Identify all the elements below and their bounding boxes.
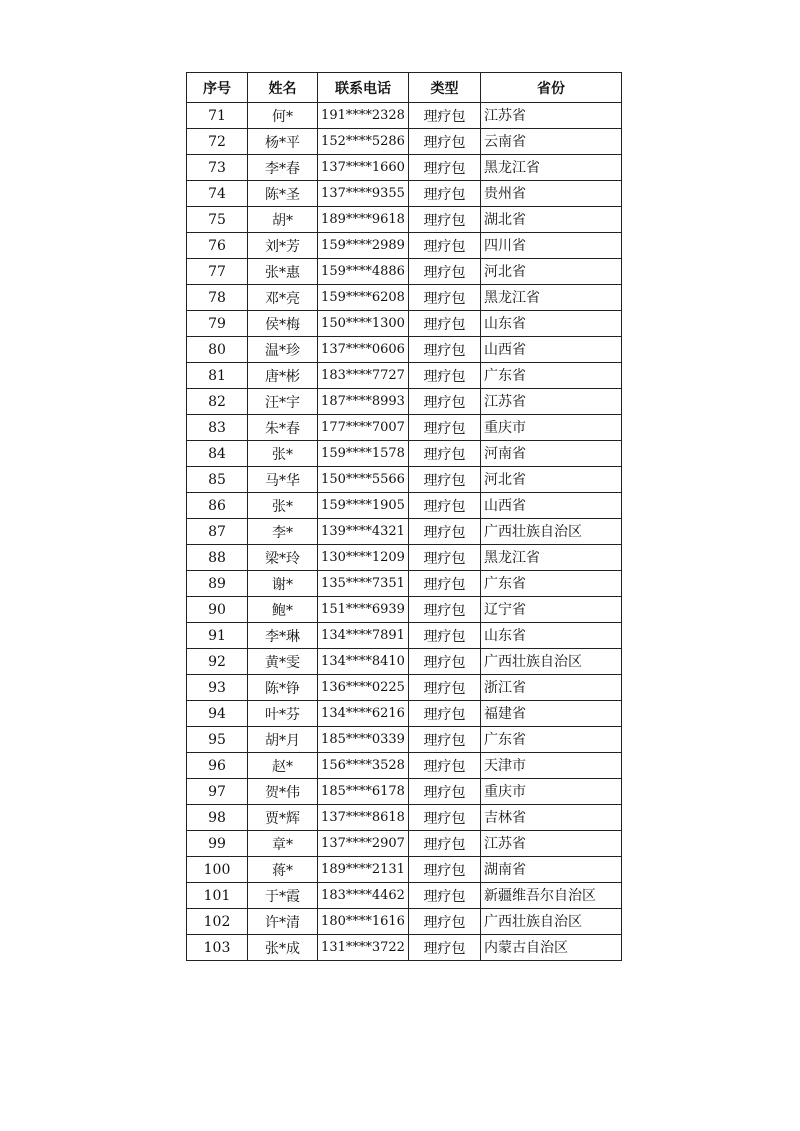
cell-index: 71 xyxy=(187,103,248,129)
cell-name: 杨*平 xyxy=(248,129,318,155)
cell-index: 88 xyxy=(187,545,248,571)
cell-index: 97 xyxy=(187,779,248,805)
cell-type: 理疗包 xyxy=(409,181,481,207)
cell-phone: 150****5566 xyxy=(318,467,409,493)
table-row xyxy=(187,129,622,155)
cell-name: 唐*彬 xyxy=(248,363,318,389)
cell-name: 陈*铮 xyxy=(248,675,318,701)
cell-phone: 135****7351 xyxy=(318,571,409,597)
cell-phone: 137****0606 xyxy=(318,337,409,363)
table-row xyxy=(187,779,622,805)
header-row xyxy=(187,73,622,103)
cell-index: 79 xyxy=(187,311,248,337)
cell-type: 理疗包 xyxy=(409,441,481,467)
cell-type: 理疗包 xyxy=(409,831,481,857)
cell-index: 84 xyxy=(187,441,248,467)
table-row xyxy=(187,181,622,207)
table-row xyxy=(187,727,622,753)
cell-province: 内蒙古自治区 xyxy=(481,935,622,961)
cell-province: 江苏省 xyxy=(481,831,622,857)
cell-phone: 159****4886 xyxy=(318,259,409,285)
table-row xyxy=(187,675,622,701)
cell-phone: 137****2907 xyxy=(318,831,409,857)
table-row xyxy=(187,311,622,337)
cell-index: 80 xyxy=(187,337,248,363)
cell-phone: 189****2131 xyxy=(318,857,409,883)
cell-index: 82 xyxy=(187,389,248,415)
roster-table xyxy=(186,72,622,961)
table-row xyxy=(187,415,622,441)
cell-name: 于*霞 xyxy=(248,883,318,909)
cell-phone: 137****9355 xyxy=(318,181,409,207)
cell-index: 85 xyxy=(187,467,248,493)
cell-province: 重庆市 xyxy=(481,779,622,805)
cell-type: 理疗包 xyxy=(409,805,481,831)
cell-phone: 177****7007 xyxy=(318,415,409,441)
cell-index: 96 xyxy=(187,753,248,779)
cell-phone: 191****2328 xyxy=(318,103,409,129)
cell-name: 蒋* xyxy=(248,857,318,883)
cell-province: 天津市 xyxy=(481,753,622,779)
cell-name: 马*华 xyxy=(248,467,318,493)
cell-name: 温*珍 xyxy=(248,337,318,363)
cell-type: 理疗包 xyxy=(409,103,481,129)
cell-name: 李*琳 xyxy=(248,623,318,649)
cell-type: 理疗包 xyxy=(409,701,481,727)
cell-phone: 139****4321 xyxy=(318,519,409,545)
cell-name: 何* xyxy=(248,103,318,129)
table-row xyxy=(187,467,622,493)
cell-phone: 189****9618 xyxy=(318,207,409,233)
cell-index: 93 xyxy=(187,675,248,701)
cell-name: 胡*月 xyxy=(248,727,318,753)
table-row xyxy=(187,233,622,259)
table-row xyxy=(187,571,622,597)
header-index: 序号 xyxy=(187,73,248,103)
table-body xyxy=(187,103,622,961)
table-row xyxy=(187,649,622,675)
cell-province: 新疆维吾尔自治区 xyxy=(481,883,622,909)
cell-province: 重庆市 xyxy=(481,415,622,441)
cell-type: 理疗包 xyxy=(409,623,481,649)
cell-index: 81 xyxy=(187,363,248,389)
cell-type: 理疗包 xyxy=(409,493,481,519)
cell-name: 侯*梅 xyxy=(248,311,318,337)
cell-type: 理疗包 xyxy=(409,753,481,779)
cell-phone: 151****6939 xyxy=(318,597,409,623)
header-name: 姓名 xyxy=(248,73,318,103)
cell-name: 张*成 xyxy=(248,935,318,961)
cell-name: 张* xyxy=(248,493,318,519)
cell-name: 李* xyxy=(248,519,318,545)
cell-province: 湖南省 xyxy=(481,857,622,883)
cell-index: 87 xyxy=(187,519,248,545)
cell-type: 理疗包 xyxy=(409,467,481,493)
cell-phone: 152****5286 xyxy=(318,129,409,155)
cell-province: 贵州省 xyxy=(481,181,622,207)
cell-type: 理疗包 xyxy=(409,519,481,545)
cell-type: 理疗包 xyxy=(409,337,481,363)
cell-name: 贾*辉 xyxy=(248,805,318,831)
table-row xyxy=(187,935,622,961)
cell-name: 邓*亮 xyxy=(248,285,318,311)
cell-province: 四川省 xyxy=(481,233,622,259)
cell-province: 广西壮族自治区 xyxy=(481,519,622,545)
cell-province: 山东省 xyxy=(481,623,622,649)
cell-type: 理疗包 xyxy=(409,129,481,155)
cell-province: 黑龙江省 xyxy=(481,545,622,571)
cell-province: 广西壮族自治区 xyxy=(481,909,622,935)
table-row xyxy=(187,259,622,285)
cell-name: 李*春 xyxy=(248,155,318,181)
cell-index: 91 xyxy=(187,623,248,649)
header-phone: 联系电话 xyxy=(318,73,409,103)
table-row xyxy=(187,545,622,571)
cell-phone: 180****1616 xyxy=(318,909,409,935)
cell-phone: 185****0339 xyxy=(318,727,409,753)
cell-type: 理疗包 xyxy=(409,545,481,571)
cell-type: 理疗包 xyxy=(409,675,481,701)
table-row xyxy=(187,753,622,779)
cell-name: 汪*宇 xyxy=(248,389,318,415)
cell-province: 山东省 xyxy=(481,311,622,337)
cell-index: 98 xyxy=(187,805,248,831)
cell-index: 75 xyxy=(187,207,248,233)
cell-name: 张*惠 xyxy=(248,259,318,285)
cell-index: 103 xyxy=(187,935,248,961)
cell-type: 理疗包 xyxy=(409,207,481,233)
cell-phone: 137****1660 xyxy=(318,155,409,181)
cell-phone: 134****6216 xyxy=(318,701,409,727)
cell-province: 广东省 xyxy=(481,363,622,389)
table-row xyxy=(187,155,622,181)
cell-phone: 131****3722 xyxy=(318,935,409,961)
cell-province: 福建省 xyxy=(481,701,622,727)
cell-type: 理疗包 xyxy=(409,415,481,441)
cell-index: 100 xyxy=(187,857,248,883)
cell-index: 95 xyxy=(187,727,248,753)
cell-province: 江苏省 xyxy=(481,103,622,129)
cell-phone: 159****6208 xyxy=(318,285,409,311)
cell-province: 云南省 xyxy=(481,129,622,155)
cell-province: 河北省 xyxy=(481,467,622,493)
table-row xyxy=(187,883,622,909)
cell-name: 张* xyxy=(248,441,318,467)
cell-name: 鲍* xyxy=(248,597,318,623)
cell-index: 89 xyxy=(187,571,248,597)
cell-type: 理疗包 xyxy=(409,909,481,935)
cell-index: 74 xyxy=(187,181,248,207)
cell-index: 72 xyxy=(187,129,248,155)
cell-phone: 183****7727 xyxy=(318,363,409,389)
cell-phone: 159****1905 xyxy=(318,493,409,519)
cell-name: 赵* xyxy=(248,753,318,779)
cell-type: 理疗包 xyxy=(409,649,481,675)
cell-province: 广东省 xyxy=(481,571,622,597)
cell-phone: 156****3528 xyxy=(318,753,409,779)
cell-province: 黑龙江省 xyxy=(481,155,622,181)
cell-name: 梁*玲 xyxy=(248,545,318,571)
cell-type: 理疗包 xyxy=(409,857,481,883)
cell-index: 94 xyxy=(187,701,248,727)
table-row xyxy=(187,701,622,727)
cell-province: 黑龙江省 xyxy=(481,285,622,311)
cell-province: 吉林省 xyxy=(481,805,622,831)
cell-type: 理疗包 xyxy=(409,363,481,389)
cell-type: 理疗包 xyxy=(409,311,481,337)
cell-type: 理疗包 xyxy=(409,155,481,181)
cell-province: 广东省 xyxy=(481,727,622,753)
cell-phone: 137****8618 xyxy=(318,805,409,831)
table-row xyxy=(187,285,622,311)
cell-phone: 187****8993 xyxy=(318,389,409,415)
cell-province: 江苏省 xyxy=(481,389,622,415)
table-row xyxy=(187,831,622,857)
table-row xyxy=(187,363,622,389)
table-row xyxy=(187,337,622,363)
cell-phone: 134****8410 xyxy=(318,649,409,675)
cell-name: 胡* xyxy=(248,207,318,233)
cell-phone: 136****0225 xyxy=(318,675,409,701)
cell-index: 90 xyxy=(187,597,248,623)
cell-phone: 159****1578 xyxy=(318,441,409,467)
cell-index: 83 xyxy=(187,415,248,441)
table-row xyxy=(187,441,622,467)
cell-index: 78 xyxy=(187,285,248,311)
table-row xyxy=(187,597,622,623)
cell-name: 谢* xyxy=(248,571,318,597)
cell-index: 92 xyxy=(187,649,248,675)
cell-type: 理疗包 xyxy=(409,935,481,961)
cell-province: 辽宁省 xyxy=(481,597,622,623)
cell-name: 章* xyxy=(248,831,318,857)
cell-phone: 185****6178 xyxy=(318,779,409,805)
table-row xyxy=(187,805,622,831)
cell-name: 黄*雯 xyxy=(248,649,318,675)
cell-index: 76 xyxy=(187,233,248,259)
table-row xyxy=(187,389,622,415)
cell-index: 86 xyxy=(187,493,248,519)
cell-province: 广西壮族自治区 xyxy=(481,649,622,675)
cell-type: 理疗包 xyxy=(409,285,481,311)
table-row xyxy=(187,857,622,883)
cell-name: 朱*春 xyxy=(248,415,318,441)
cell-index: 99 xyxy=(187,831,248,857)
cell-province: 山西省 xyxy=(481,493,622,519)
table-row xyxy=(187,519,622,545)
table-row xyxy=(187,909,622,935)
cell-name: 许*清 xyxy=(248,909,318,935)
cell-name: 叶*芬 xyxy=(248,701,318,727)
table-row xyxy=(187,623,622,649)
cell-type: 理疗包 xyxy=(409,597,481,623)
cell-index: 77 xyxy=(187,259,248,285)
cell-name: 刘*芳 xyxy=(248,233,318,259)
table-row xyxy=(187,493,622,519)
cell-index: 73 xyxy=(187,155,248,181)
table-row xyxy=(187,207,622,233)
cell-phone: 130****1209 xyxy=(318,545,409,571)
table-row xyxy=(187,103,622,129)
header-province: 省份 xyxy=(481,73,622,103)
cell-phone: 150****1300 xyxy=(318,311,409,337)
cell-phone: 183****4462 xyxy=(318,883,409,909)
cell-type: 理疗包 xyxy=(409,883,481,909)
cell-phone: 134****7891 xyxy=(318,623,409,649)
cell-phone: 159****2989 xyxy=(318,233,409,259)
cell-type: 理疗包 xyxy=(409,779,481,805)
cell-province: 山西省 xyxy=(481,337,622,363)
cell-province: 河北省 xyxy=(481,259,622,285)
cell-province: 河南省 xyxy=(481,441,622,467)
cell-index: 101 xyxy=(187,883,248,909)
cell-type: 理疗包 xyxy=(409,727,481,753)
cell-type: 理疗包 xyxy=(409,233,481,259)
cell-type: 理疗包 xyxy=(409,571,481,597)
header-type: 类型 xyxy=(409,73,481,103)
cell-name: 陈*圣 xyxy=(248,181,318,207)
cell-type: 理疗包 xyxy=(409,259,481,285)
cell-province: 湖北省 xyxy=(481,207,622,233)
cell-type: 理疗包 xyxy=(409,389,481,415)
cell-name: 贺*伟 xyxy=(248,779,318,805)
cell-index: 102 xyxy=(187,909,248,935)
cell-province: 浙江省 xyxy=(481,675,622,701)
